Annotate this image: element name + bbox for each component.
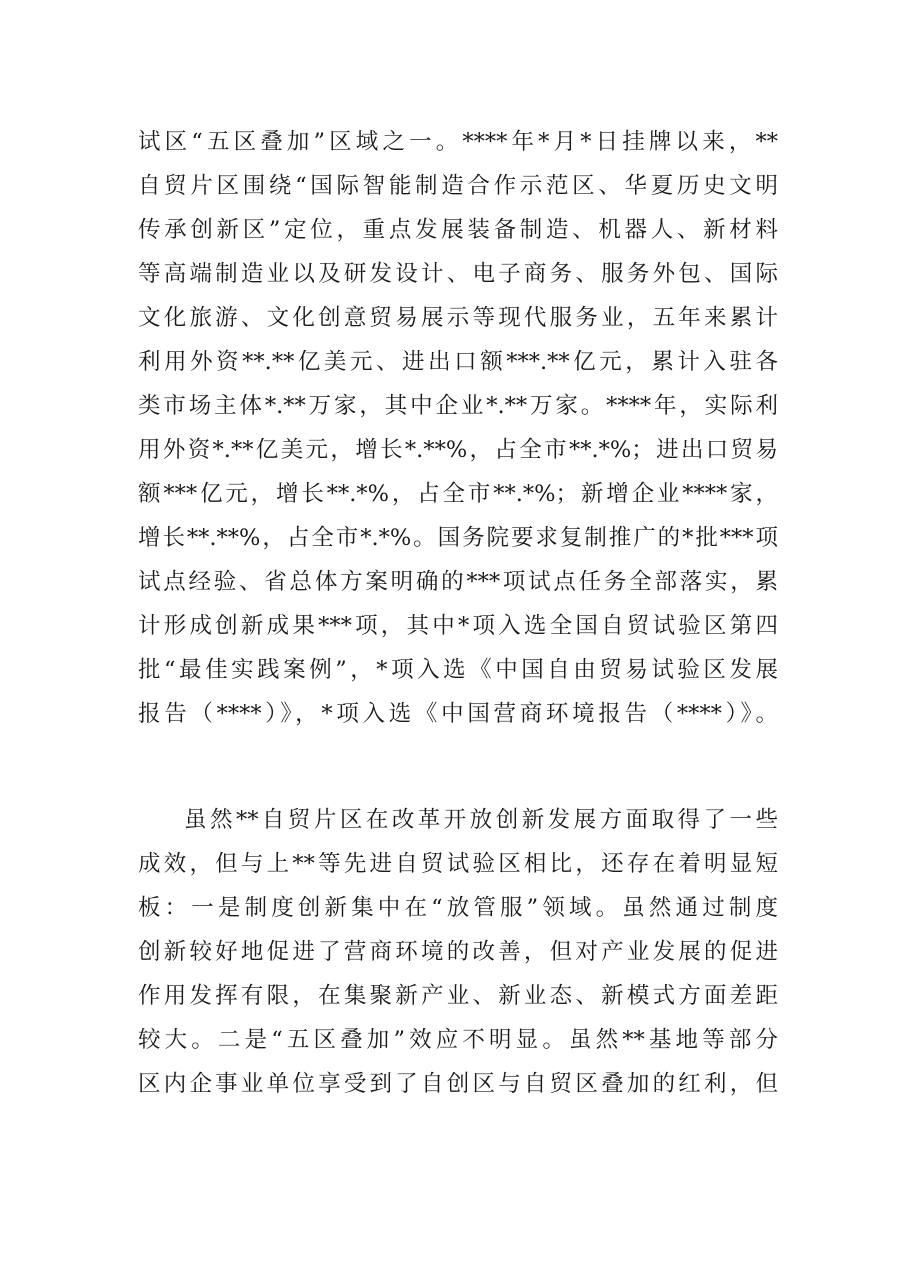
text-line: 较大。二是“五区叠加”效应不明显。虽然**基地等部分	[138, 1027, 778, 1053]
text-line: 增长**.**%，占全市*.*%。国务院要求复制推广的*批***项	[138, 525, 778, 551]
text-line: 成效，但与上**等先进自贸试验区相比，还存在着明显短	[138, 851, 778, 877]
text-line: 文化旅游、文化创意贸易展示等现代服务业，五年来累计	[138, 305, 778, 331]
text-line: 类市场主体*.**万家，其中企业*.**万家。****年，实际利	[138, 393, 778, 419]
text-line: 板：一是制度创新集中在“放管服”领域。虽然通过制度	[138, 895, 778, 921]
text-line: 传承创新区”定位，重点发展装备制造、机器人、新材料	[138, 217, 778, 243]
text-line: 计形成创新成果***项，其中*项入选全国自贸试验区第四	[138, 613, 778, 639]
text-line: 用外资*.**亿美元，增长*.**%，占全市**.*%；进出口贸易	[138, 437, 778, 463]
text-line: 等高端制造业以及研发设计、电子商务、服务外包、国际	[138, 261, 778, 287]
text-line: 试区“五区叠加”区域之一。****年*月*日挂牌以来，**	[138, 129, 778, 155]
text-line: 区内企事业单位享受到了自创区与自贸区叠加的红利，但	[138, 1071, 778, 1097]
text-line: 利用外资**.**亿美元、进出口额***.**亿元，累计入驻各	[138, 349, 778, 375]
text-line: 作用发挥有限，在集聚新产业、新业态、新模式方面差距	[138, 983, 778, 1009]
text-line: 批“最佳实践案例”，*项入选《中国自由贸易试验区发展	[138, 657, 778, 683]
text-line: 创新较好地促进了营商环境的改善，但对产业发展的促进	[138, 939, 778, 965]
text-line: 试点经验、省总体方案明确的***项试点任务全部落实，累	[138, 569, 778, 595]
text-line: 额***亿元，增长**.*%，占全市**.*%；新增企业****家，	[138, 481, 778, 507]
paragraph-2	[138, 798, 778, 1106]
text-line: 自贸片区围绕“国际智能制造合作示范区、华夏历史文明	[138, 173, 778, 199]
text-line: 报告（****）》，*项入选《中国营商环境报告（****）》。	[138, 701, 778, 727]
paragraph-1	[138, 120, 778, 736]
text-line: 虽然**自贸片区在改革开放创新发展方面取得了一些	[184, 807, 778, 833]
